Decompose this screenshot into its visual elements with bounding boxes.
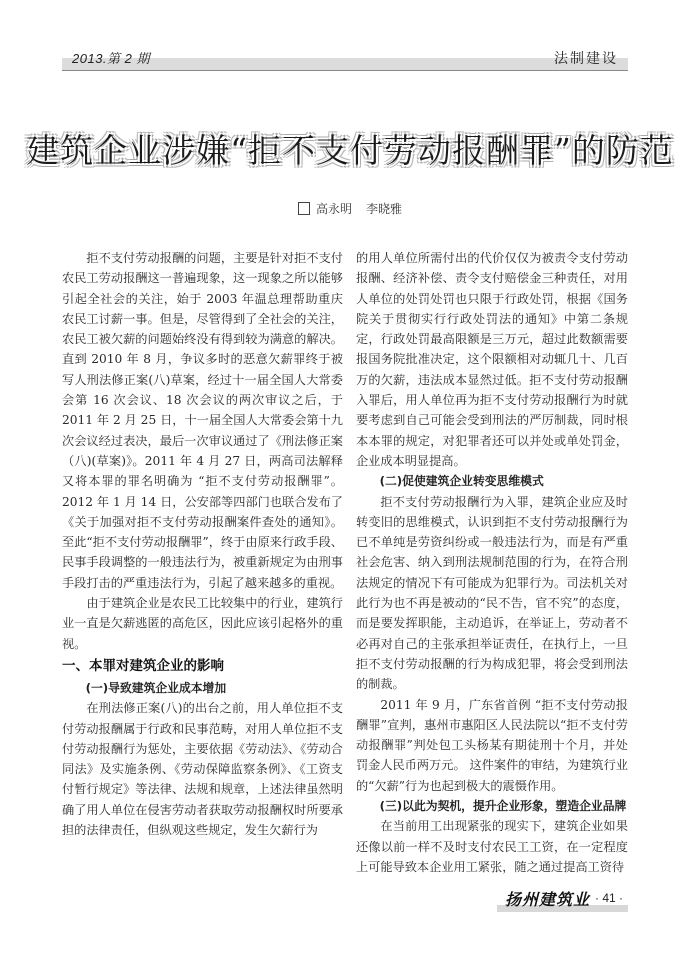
paragraph: 拒不支付劳动报酬的问题，主要是针对拒不支付农民工劳动报酬这一普遍现象，这一现象之所以能够引起全社会的关注，始于 2003 年温总理帮助重庆农民工讨薪一事。但是，尽管得到了全社会的关注，农民工被欠薪的问题始终没有得到较为满意的解决。直到 2010 年 8 月，争议多时的恶意欠薪罪终于被写人刑法修正案(八)草案，经过十一届全国人大常委会第 16 次会议、18 次会议的两次审议之后，于 2011 年 2 月 25 日，十一届全国人大常委会第十九次会议经过表决，最后一次审议通过了《刑法修正案（八)(草案)》。2011 年 4 月 27 日，两高司法解释又将本罪的罪名明确为 “拒不支付劳动报酬罪”。2012 年 1 月 14 日，公安部等四部门也联合发布了《关于加强对拒不支付劳动报酬案件查处的通知》。至此“拒不支付劳动报酬罪”，终于由原来行政手段、民事手段调整的一般违法行为，被重新规定为由刑事手段打击的严重违法行为，引起了越来越多的重视。: [62, 251, 343, 590]
subsection-heading: (三)以此为契机，提升企业形象，塑造企业品牌: [379, 799, 627, 814]
left-column: [62, 248, 343, 840]
paragraph: 在刑法修正案(八)的出台之前，用人单位拒不支付劳动报酬属于行政和民事范畴，对用人单位拒不支付劳动报酬行为惩处，主要依据《劳动法》、《劳动合同法》及实施条例、《劳动保障监察条例》、《工资支付暂行规定》等法律、法规和规章，上述法律虽然明确了用人单位在侵害劳动者获取劳动报酬权时所要承担的法律责任，但纵观这些规定，发生欠薪行为: [62, 701, 343, 838]
author-name: 李晓雅: [366, 202, 403, 216]
issue-label: 2013.第 2 期: [72, 51, 150, 66]
right-column: [356, 248, 628, 877]
subsection-heading: (二)促使建筑企业转变思维模式: [379, 474, 544, 489]
article-title: 建筑企业涉嫌“拒不支付劳动报酬罪”的防范: [26, 131, 674, 170]
journal-logo: 扬州建筑业: [505, 890, 591, 909]
page-number: · 41 ·: [595, 891, 624, 905]
author-line: [0, 200, 700, 217]
paragraph: 2011 年 9 月，广东省首例 “拒不支付劳动报酬罪”宣判，惠州市惠阳区人民法院以“拒不支付劳动报酬罪”判处包工头杨某有期徒刑十个月，并处罚金人民币两万元。 这件案件的审结，为建筑行业的“欠薪”行为也起到极大的震慑作用。: [356, 697, 628, 793]
paragraph: 由于建筑企业是农民工比较集中的行业，建筑行业一直是欠薪逃匿的高危区，因此应该引起格外的重视。: [62, 596, 343, 651]
section-label: 法制建设: [554, 51, 618, 67]
paragraph: 的用人单位所需付出的代价仅仅为被责令支付劳动报酬、经济补偿、责令支付赔偿金三种责任，对用人单位的处罚处罚也只限于行政处罚，根据《国务院关于贯彻实行行政处罚法的通知》中第二条规定，行政处罚最高限额是三万元，超过此数额需要报国务院批准决定，这个限额相对动辄几十、几百万的欠薪，违法成本显然过低。拒不支付劳动报酬入罪后，用人单位再为拒不支付劳动报酬行为时就要考虑到自己可能会受到刑法的严厉制裁，同时根本本罪的规定，对犯罪者还可以并处或单处罚金，企业成本明显提高。: [356, 251, 628, 468]
subsection-heading: (一)导致建筑企业成本增加: [85, 680, 227, 695]
paragraph: 在当前用工出现紧张的现实下，建筑企业如果还像以前一样不及时支付农民工工资，在一定程度上可能导致本企业用工紧张，随之通过提高工资待: [356, 819, 628, 874]
section-heading: 一、本罪对建筑企业的影响: [62, 657, 224, 674]
author-name: 高永明: [315, 202, 352, 216]
square-marker-icon: [298, 202, 310, 215]
paragraph: 拒不支付劳动报酬行为入罪，建筑企业应及时转变旧的思维模式，认识到拒不支付劳动报酬行为已不单纯是劳资纠纷或一般违法行为，而是有严重社会危害、纳入到刑法规制范围的行为，在符合刑法规定的情况下有可能成为犯罪行为。司法机关对此行为也不再是被动的“民不告，官不究”的态度，而是要发挥职能，主动追诉，在举证上，劳动者不必再对自己的主张承担举证责任，在执行上，一旦拒不支付劳动报酬的行为构成犯罪，将会受到刑法的制裁。: [356, 494, 628, 692]
